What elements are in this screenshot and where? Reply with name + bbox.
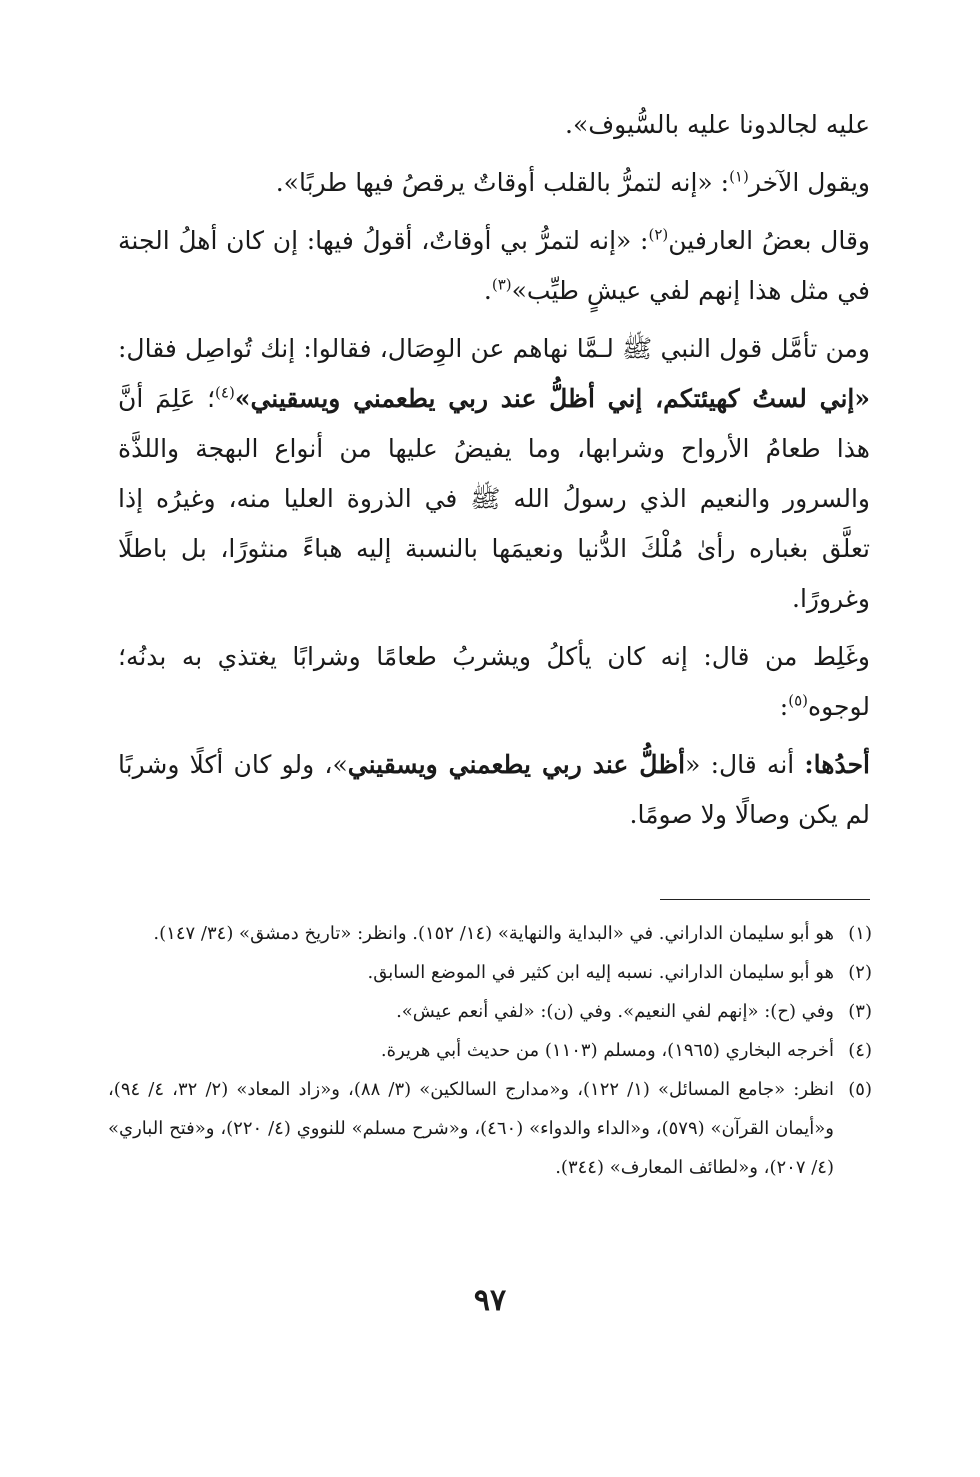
footnote-number: (١) [848,923,872,944]
footnote-4 [108,1031,872,1070]
footnote-text: أخرجه البخاري (١٩٦٥)، ومسلم (١١٠٣) من حديث أبي هريرة. [380,1040,834,1061]
p6-text-b: »، ولو كان أكلًا وشربًا لم يكن وصالًا ولا صومًا. [118,750,870,829]
footnote-number: (٢) [848,962,872,983]
p4-hadith-quote: «إني لستُ كهيئتكم، إني أظلُّ عند ربي يطعمني ويسقيني» [234,384,870,413]
footnote-3 [108,992,872,1031]
p6-hadith-quote: أظلُّ عند ربي يطعمني ويسقيني [347,750,686,779]
p6-text-a: أنه قال: « [685,750,805,779]
paragraph-2 [118,158,870,208]
p5-text-a: وغَلِط من قال: إنه كان يأكلُ ويشربُ طعامًا وشرابًا يغتذي به بدنُه؛ لوجوه [118,642,870,721]
p3-text-a: وقال بعضُ العارفين [668,226,870,255]
footnote-ref-5: (٥) [788,691,808,710]
p1-text: عليه لجالدونا عليه بالسُّيوف». [565,110,870,139]
footnote-text: انظر: «جامع المسائل» (١/ ١٢٢)، و«مدارج السالكين» (٣/ ٨٨)، و«زاد المعاد» (٢/ ٣٢، ٤/ ٩٤)، و«أيمان القرآن» (٥٧٩)، و«الداء والدواء» (٤٦٠)، و«شرح مسلم» للنووي (٤/ ٢٢٠)، و«فتح الباري» (٤/ ٢٠٧)، و«لطائف المعارف» (٣٤٤). [108,1079,835,1178]
footnotes [108,914,872,1187]
paragraph-3 [118,216,870,316]
paragraph-6 [118,740,870,840]
footnote-ref-4: (٤) [215,383,235,402]
footnote-text: هو أبو سليمان الداراني. نسبه إليه ابن كثير في الموضع السابق. [367,962,834,983]
footnote-1 [108,914,872,953]
p3-text-b: : «إنه لتمرُّ بي أوقاتٌ، أقولُ فيها: إن كان أهلُ الجنة في مثل هذا إنهم لفي عيشٍ طيِّب» [118,226,870,305]
footnote-number: (٤) [848,1040,872,1061]
p4-text-b: ؛ عَلِمَ أنَّ هذا طعامُ الأرواح وشرابها، وما يفيضُ عليها من أنواع البهجة واللذَّة والسرور والنعيم الذي رسولُ الله ﷺ في الذروة العليا منه، وغيرُه إذا تعلَّق بغباره رأىٰ مُلْكَ الدُّنيا ونعيمَها بالنسبة إليه هباءً منثورًا، بل باطلًا وغرورًا. [118,384,870,613]
p4-text-a: ومن تأمَّل قول النبي ﷺ لـمَّا نهاهم عن الوِصَال، فقالوا: إنك تُواصِل فقال: [118,334,870,363]
footnote-text: وفي (ح): «إنهم لفي النعيم». وفي (ن): «لفي أنعم عيش». [396,1001,834,1022]
main-text [118,100,870,844]
p3-text-c: . [483,276,492,305]
footnote-ref-3: (٣) [491,275,512,294]
footnote-number: (٥) [848,1079,872,1100]
footnote-2 [108,953,872,992]
footnote-number: (٣) [848,1001,872,1022]
footnote-separator [660,899,870,900]
p2-text-b: : «إنه لتمرُّ بالقلب أوقاتٌ يرقصُ فيها طربًا». [275,168,730,197]
p6-lead-word: أحدُها: [804,750,870,779]
paragraph-4 [118,324,870,624]
p2-text-a: ويقول الآخر [748,168,870,197]
footnote-text: هو أبو سليمان الداراني. في «البداية والنهاية» (١٤/ ١٥٢). وانظر: «تاريخ دمشق» (٣٤/ ١٤٧). [153,923,834,944]
page-number: ٩٧ [473,1283,507,1318]
paragraph-1 [118,100,870,150]
p5-text-b: : [779,692,789,721]
footnote-ref-1: (١) [729,167,749,186]
footnote-ref-2: (٢) [648,225,669,244]
paragraph-5 [118,632,870,732]
footnote-5 [108,1070,872,1187]
